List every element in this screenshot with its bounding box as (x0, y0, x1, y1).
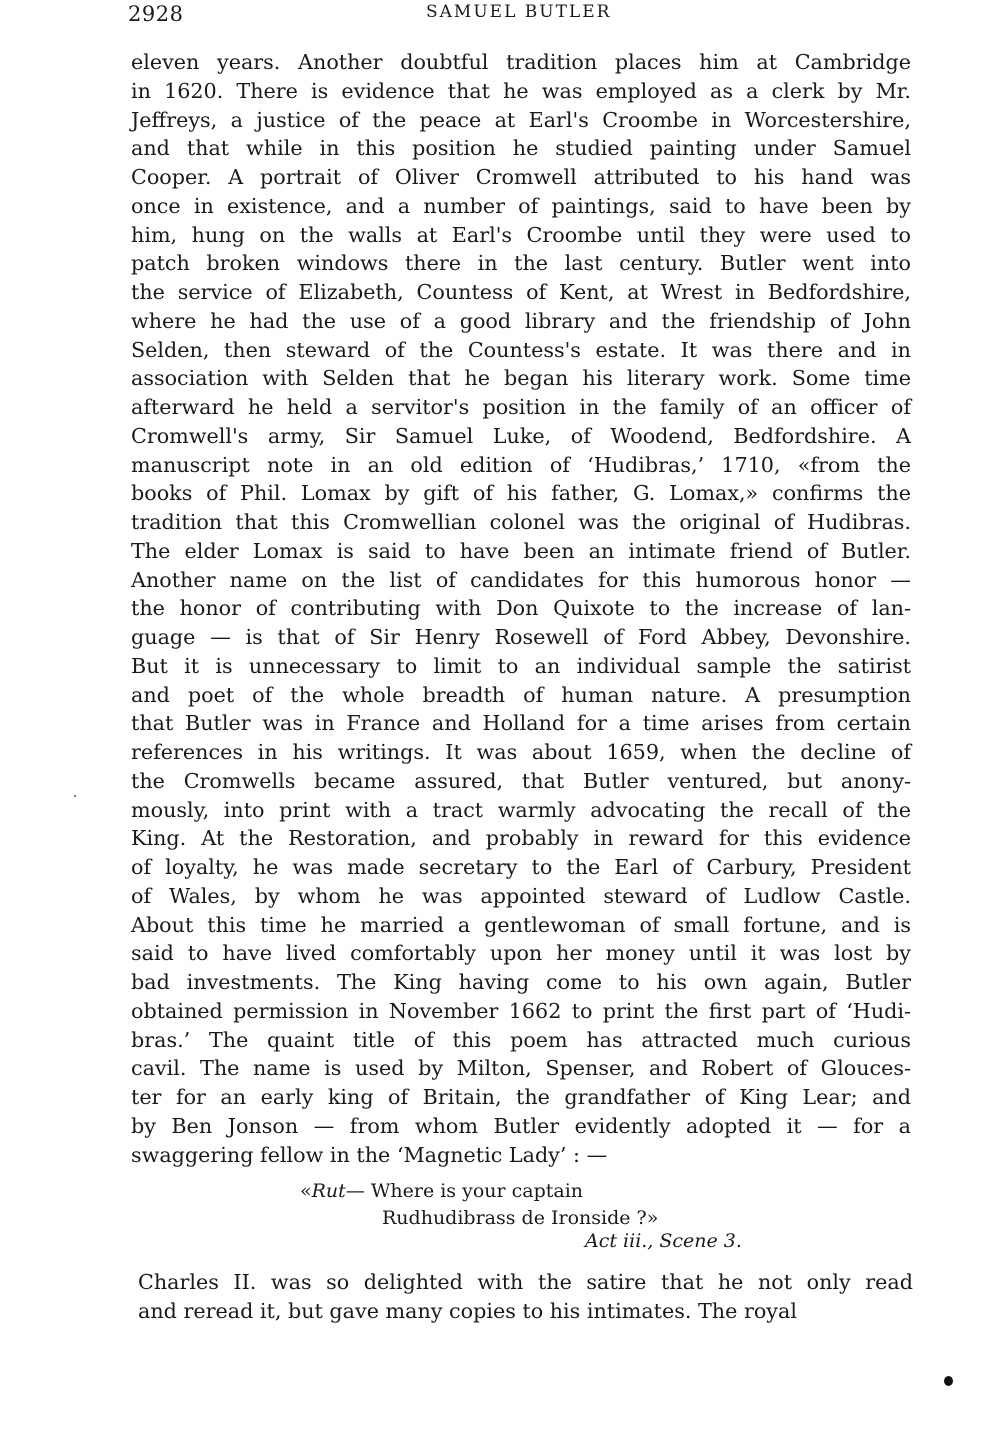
text-line: mously, into print with a tract warmly advocating the recall of the (131, 797, 911, 822)
speck (74, 795, 76, 797)
text-line: where he had the use of a good library and the friendship of John (131, 308, 911, 333)
text-line: the service of Elizabeth, Countess of Kent, at Wrest in Bedfordshire, (131, 280, 911, 304)
text-line: About this time he married a gentlewoman of small fortune, and is (131, 912, 911, 937)
quote-line-1 (300, 1178, 658, 1205)
text-line: and reread it, but gave many copies to his intimates. The royal (138, 1298, 797, 1323)
text-line: bad investments. The King having come to his own again, Butler (131, 970, 911, 994)
text-line: eleven years. Another doubtful tradition places him at Cambridge (131, 50, 911, 74)
text-line: Jeffreys, a justice of the peace at Earl's Croombe in Worcestershire, (131, 107, 911, 132)
text-line: Charles II. was so delighted with the satire that he not only read (138, 1270, 913, 1294)
text-line: and that while in this position he studied painting under Samuel (131, 136, 911, 161)
text-line: Cromwell's army, Sir Samuel Luke, of Woodend, Bedfordshire. A (131, 423, 911, 448)
text-line: Selden, then steward of the Countess's estate. It was there and in (131, 337, 911, 362)
text-line: association with Selden that he began his literary work. Some time (131, 366, 911, 391)
quote-line-2: Rudhudibrass de Ironside ?» (382, 1207, 659, 1229)
quote-open-mark: « (300, 1180, 312, 1202)
text-line: Cooper. A portrait of Oliver Cromwell attributed to his hand was (131, 165, 911, 189)
text-line: the honor of contributing with Don Quixote to the increase of lan- (131, 596, 911, 621)
quote-citation: Act iii., Scene 3. (585, 1230, 742, 1252)
text-line: by Ben Jonson — from whom Butler evidently adopted it — for a (131, 1113, 911, 1138)
text-line: But it is unnecessary to limit to an individual sample the satirist (131, 653, 911, 678)
text-line: ter for an early king of Britain, the grandfather of King Lear; and (131, 1085, 911, 1109)
block-quote (300, 1178, 658, 1232)
text-line: Another name on the list of candidates for this humorous honor — (131, 567, 911, 592)
text-line: and poet of the whole breadth of human nature. A presumption (131, 682, 911, 707)
text-line: in 1620. There is evidence that he was employed as a clerk by Mr. (131, 78, 911, 103)
running-head: SAMUEL BUTLER (426, 2, 612, 22)
page-number: 2928 (128, 2, 184, 26)
text-line: the Cromwells became assured, that Butler ventured, but anony- (131, 768, 911, 793)
ink-blot (944, 1376, 953, 1386)
quote-line-1-text: — Where is your captain (345, 1180, 584, 1202)
text-line: references in his writings. It was about 1659, when the decline of (131, 740, 911, 764)
body-text-continued (138, 1268, 913, 1326)
text-line: bras.’ The quaint title of this poem has attracted much curious (131, 1027, 911, 1052)
text-line: tradition that this Cromwellian colonel was the original of Hudibras. (131, 510, 911, 534)
text-line: that Butler was in France and Holland for a time arises from certain (131, 711, 911, 736)
text-line: of Wales, by whom he was appointed steward of Ludlow Castle. (131, 883, 911, 908)
text-line: King. At the Restoration, and probably in reward for this evidence (131, 826, 911, 851)
text-line: swaggering fellow in the ‘Magnetic Lady’ : — (131, 1142, 608, 1167)
text-line: afterward he held a servitor's position in the family of an officer of (131, 395, 911, 419)
text-line: once in existence, and a number of paintings, said to have been by (131, 193, 911, 218)
text-line: of loyalty, he was made secretary to the Earl of Carbury, President (131, 855, 911, 879)
text-line: cavil. The name is used by Milton, Spenser, and Robert of Glouces- (131, 1056, 911, 1081)
text-line: him, hung on the walls at Earl's Croombe until they were used to (131, 222, 911, 247)
text-line: guage — is that of Sir Henry Rosewell of Ford Abbey, Devonshire. (131, 625, 911, 649)
text-line: The elder Lomax is said to have been an intimate friend of Butler. (131, 538, 911, 563)
quote-speaker: Rut (311, 1180, 346, 1202)
text-line: books of Phil. Lomax by gift of his father, G. Lomax,» confirms the (131, 481, 911, 506)
text-line: patch broken windows there in the last century. Butler went into (131, 251, 911, 276)
text-line: manuscript note in an old edition of ‘Hudibras,’ 1710, «from the (131, 452, 911, 477)
text-line: said to have lived comfortably upon her money until it was lost by (131, 941, 911, 966)
body-text (131, 48, 911, 1169)
text-line: obtained permission in November 1662 to print the first part of ‘Hudi- (131, 998, 911, 1023)
